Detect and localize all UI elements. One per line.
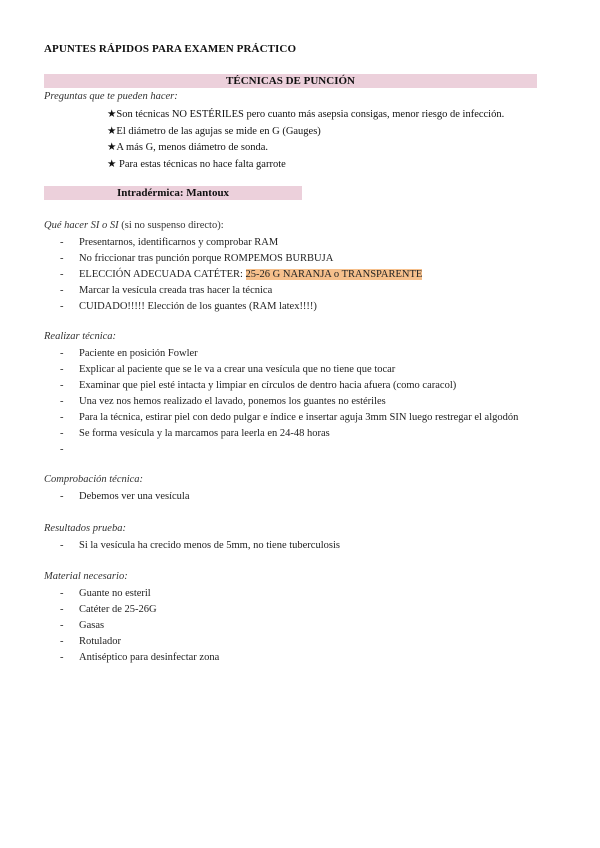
- list-item: - Rotulador: [60, 634, 560, 650]
- list-item-empty: [60, 442, 560, 458]
- comprobacion-list: [60, 489, 560, 505]
- material-list: [60, 586, 560, 666]
- que-hacer-list: [60, 235, 560, 315]
- list-item: - Presentarnos, identificarnos y comprobar RAM: [60, 235, 560, 251]
- resultados-heading: Resultados prueba:: [44, 523, 126, 534]
- que-hacer-title: Qué hacer SI o SI: [44, 220, 119, 231]
- list-item: - Examinar que piel esté intacta y limpiar en círculos de dentro hacia afuera (como caracol): [60, 378, 560, 394]
- list-item-eleccion: [60, 267, 560, 283]
- key-points-list: [107, 107, 504, 173]
- key-point: ★ Para estas técnicas no hace falta garrote: [107, 158, 286, 170]
- list-item: - CUIDADO!!!!! Elección de los guantes (RAM latex!!!!): [60, 299, 560, 315]
- list-item: - Debemos ver una vesícula: [60, 489, 560, 505]
- realizar-list: [60, 346, 560, 458]
- list-item: - Gasas: [60, 618, 560, 634]
- list-item: - Marcar la vesícula creada tras hacer la técnica: [60, 283, 560, 299]
- resultados-list: [60, 538, 560, 554]
- highlighted-gauge: 25-26 G NARANJA o TRANSPARENTE: [245, 269, 423, 280]
- list-item: - Si la vesícula ha crecido menos de 5mm, no tiene tuberculosis: [60, 538, 560, 554]
- list-item: - Paciente en posición Fowler: [60, 346, 560, 362]
- section-header: TÉCNICAS DE PUNCIÓN: [44, 74, 537, 88]
- list-item: - Para la técnica, estirar piel con dedo pulgar e índice e insertar aguja 3mm SIN luego restregar el algodón: [60, 410, 560, 426]
- key-point: ★A más G, menos diámetro de sonda.: [107, 142, 269, 153]
- questions-heading: Preguntas que te pueden hacer:: [44, 91, 178, 102]
- que-hacer-note: (si no suspenso directo):: [121, 220, 224, 231]
- que-hacer-heading: [44, 220, 224, 231]
- list-item: - Una vez nos hemos realizado el lavado, ponemos los guantes no estériles: [60, 394, 560, 410]
- list-item: - Explicar al paciente que se le va a crear una vesícula que no tiene que tocar: [60, 362, 560, 378]
- eleccion-prefix: ELECCIÓN ADECUADA CATÉTER:: [79, 269, 246, 280]
- comprobacion-heading: Comprobación técnica:: [44, 474, 144, 485]
- list-item: - Guante no esteril: [60, 586, 560, 602]
- list-item: - Se forma vesícula y la marcamos para leerla en 24-48 horas: [60, 426, 560, 442]
- list-item: - No friccionar tras punción porque ROMPEMOS BURBUJA: [60, 251, 560, 267]
- document-title: APUNTES RÁPIDOS PARA EXAMEN PRÁCTICO: [44, 43, 297, 55]
- material-heading: Material necesario:: [44, 571, 128, 582]
- key-point: ★Son técnicas NO ESTÉRILES pero cuanto más asepsia consigas, menor riesgo de infección.: [107, 109, 505, 120]
- key-point: ★El diámetro de las agujas se mide en G (Gauges): [107, 125, 321, 137]
- list-item: - Antiséptico para desinfectar zona: [60, 650, 560, 666]
- list-item: - Catéter de 25-26G: [60, 602, 560, 618]
- realizar-heading: Realizar técnica:: [44, 331, 117, 342]
- subsection-header: Intradérmica: Mantoux: [44, 186, 302, 200]
